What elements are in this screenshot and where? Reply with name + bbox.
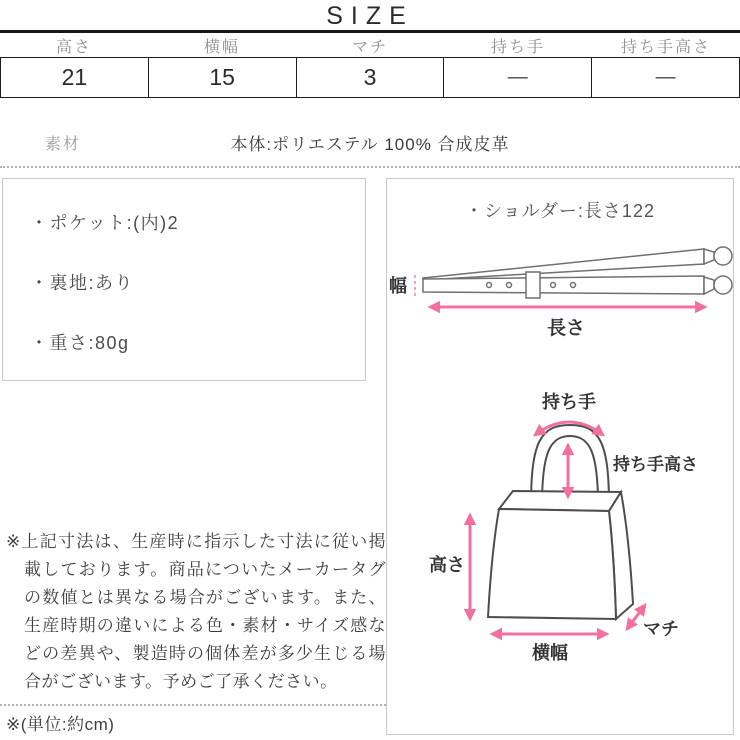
value-cell-handle: ― <box>444 58 592 97</box>
material-label: 素材 <box>45 136 82 153</box>
clasp-neck-icon <box>704 277 714 294</box>
detail-pockets: ・ポケット:(内)2 <box>30 213 180 233</box>
shoulder-strap-diagram <box>387 219 733 344</box>
strap-length-label: 長さ <box>546 318 586 339</box>
bag-gusset-label: マチ <box>643 619 679 639</box>
bag-width-label: 横幅 <box>532 643 568 663</box>
strap-upper <box>423 247 732 280</box>
unit-note: ※(単位:約cm) <box>6 715 115 734</box>
value-cell-handle-height: ― <box>655 66 676 88</box>
header-cell-width: 横幅 <box>203 39 240 56</box>
details-box <box>2 178 366 381</box>
title-divider <box>0 30 740 33</box>
bag-handle-height-label: 持ち手高さ <box>613 455 698 474</box>
page-title: SIZE <box>326 2 414 30</box>
detail-weight: ・重さ:80g <box>30 333 130 353</box>
clasp-neck-icon <box>704 249 714 264</box>
dotted-divider-top <box>0 166 740 168</box>
bag-top-face <box>499 491 621 511</box>
clasp-ring-icon <box>714 247 732 265</box>
bag-height-label: 高さ <box>429 555 465 575</box>
shoulder-strap-heading: ・ショルダー:長さ122 <box>465 201 655 221</box>
diagram-box <box>386 178 734 735</box>
material-value: 本体:ポリエステル 100% 合成皮革 <box>230 135 510 154</box>
bag-handle-label: 持ち手 <box>542 392 596 412</box>
header-cell-handle-height: 持ち手高さ <box>620 39 711 56</box>
value-cell-gusset: 3 <box>297 58 445 97</box>
disclaimer-text: ※上記寸法は、生産時に指示した寸法に従い掲載しております。商品についたメーカータグの数値とは異なる場合がございます。また、生産時期の違いによる色・素材・サイズ感などの差異や、製造時の個体差が多少生じる場合がございます。予めご了承ください。 <box>6 532 386 691</box>
bag-body-outline <box>488 491 633 619</box>
strap-buckle-icon <box>526 272 540 298</box>
strap-width-label: 幅 <box>389 276 407 296</box>
bag-front-face <box>488 509 616 619</box>
size-table-value-row <box>0 57 740 98</box>
value-cell-width: 15 <box>149 58 297 97</box>
header-cell-height: 高さ <box>55 39 92 56</box>
bag-dimension-diagram <box>387 389 733 684</box>
header-cell-handle: 持ち手 <box>490 39 545 56</box>
size-table-header-row <box>0 34 740 57</box>
dotted-divider-bottom <box>0 704 386 706</box>
header-cell-gusset: マチ <box>351 39 388 56</box>
detail-lining: ・裏地:あり <box>30 273 135 293</box>
value-cell-height: 21 <box>1 58 149 97</box>
clasp-ring-icon <box>714 276 732 294</box>
